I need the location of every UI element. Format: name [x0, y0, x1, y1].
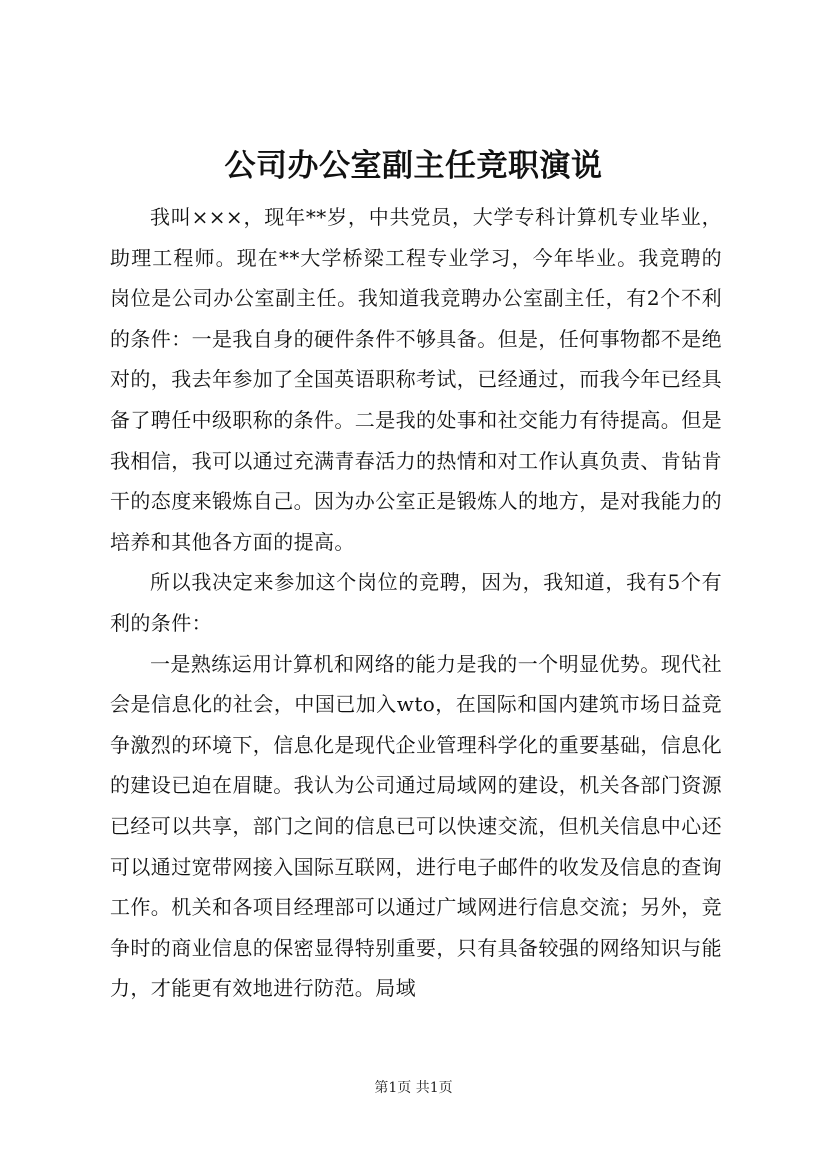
paragraph-introduction: 我叫×××，现年**岁，中共党员，大学专科计算机专业毕业，助理工程师。现在**大学桥梁工程专业学习，今年毕业。我竞聘的岗位是公司办公室副主任。我知道我竞聘办公室副主任，有2个不利的条件：一是我自身的硬件条件不够具备。但是，任何事物都不是绝对的，我去年参加了全国英语职称考试，已经通过，而我今年已经具备了聘任中级职称的条件。二是我的处事和社交能力有待提高。但是我相信，我可以通过充满青春活力的热情和对工作认真负责、肯钻肯干的态度来锻炼自己。因为办公室正是锻炼人的地方，是对我能力的培养和其他各方面的提高。 — [110, 205, 722, 554]
document-body — [110, 197, 722, 1009]
paragraph-advantage-one: 一是熟练运用计算机和网络的能力是我的一个明显优势。现代社会是信息化的社会，中国已加入wto，在国际和国内建筑市场日益竞争激烈的环境下，信息化是现代企业管理科学化的重要基础，信息化的建设已迫在眉睫。我认为公司通过局域网的建设，机关各部门资源已经可以共享，部门之间的信息已可以快速交流，但机关信息中心还可以通过宽带网接入国际互联网，进行电子邮件的收发及信息的查询工作。机关和各项目经理部可以通过广域网进行信息交流；另外，竞争时的商业信息的保密显得特别重要，只有具备较强的网络知识与能力，才能更有效地进行防范。局域 — [110, 651, 722, 1001]
document-title: 公司办公室副主任竞职演说 — [224, 148, 603, 184]
paragraph-advantages-intro: 所以我决定来参加这个岗位的竞聘，因为，我知道，我有5个有利的条件： — [110, 570, 722, 635]
page-footer: 第1页 共1页 — [374, 1080, 453, 1096]
